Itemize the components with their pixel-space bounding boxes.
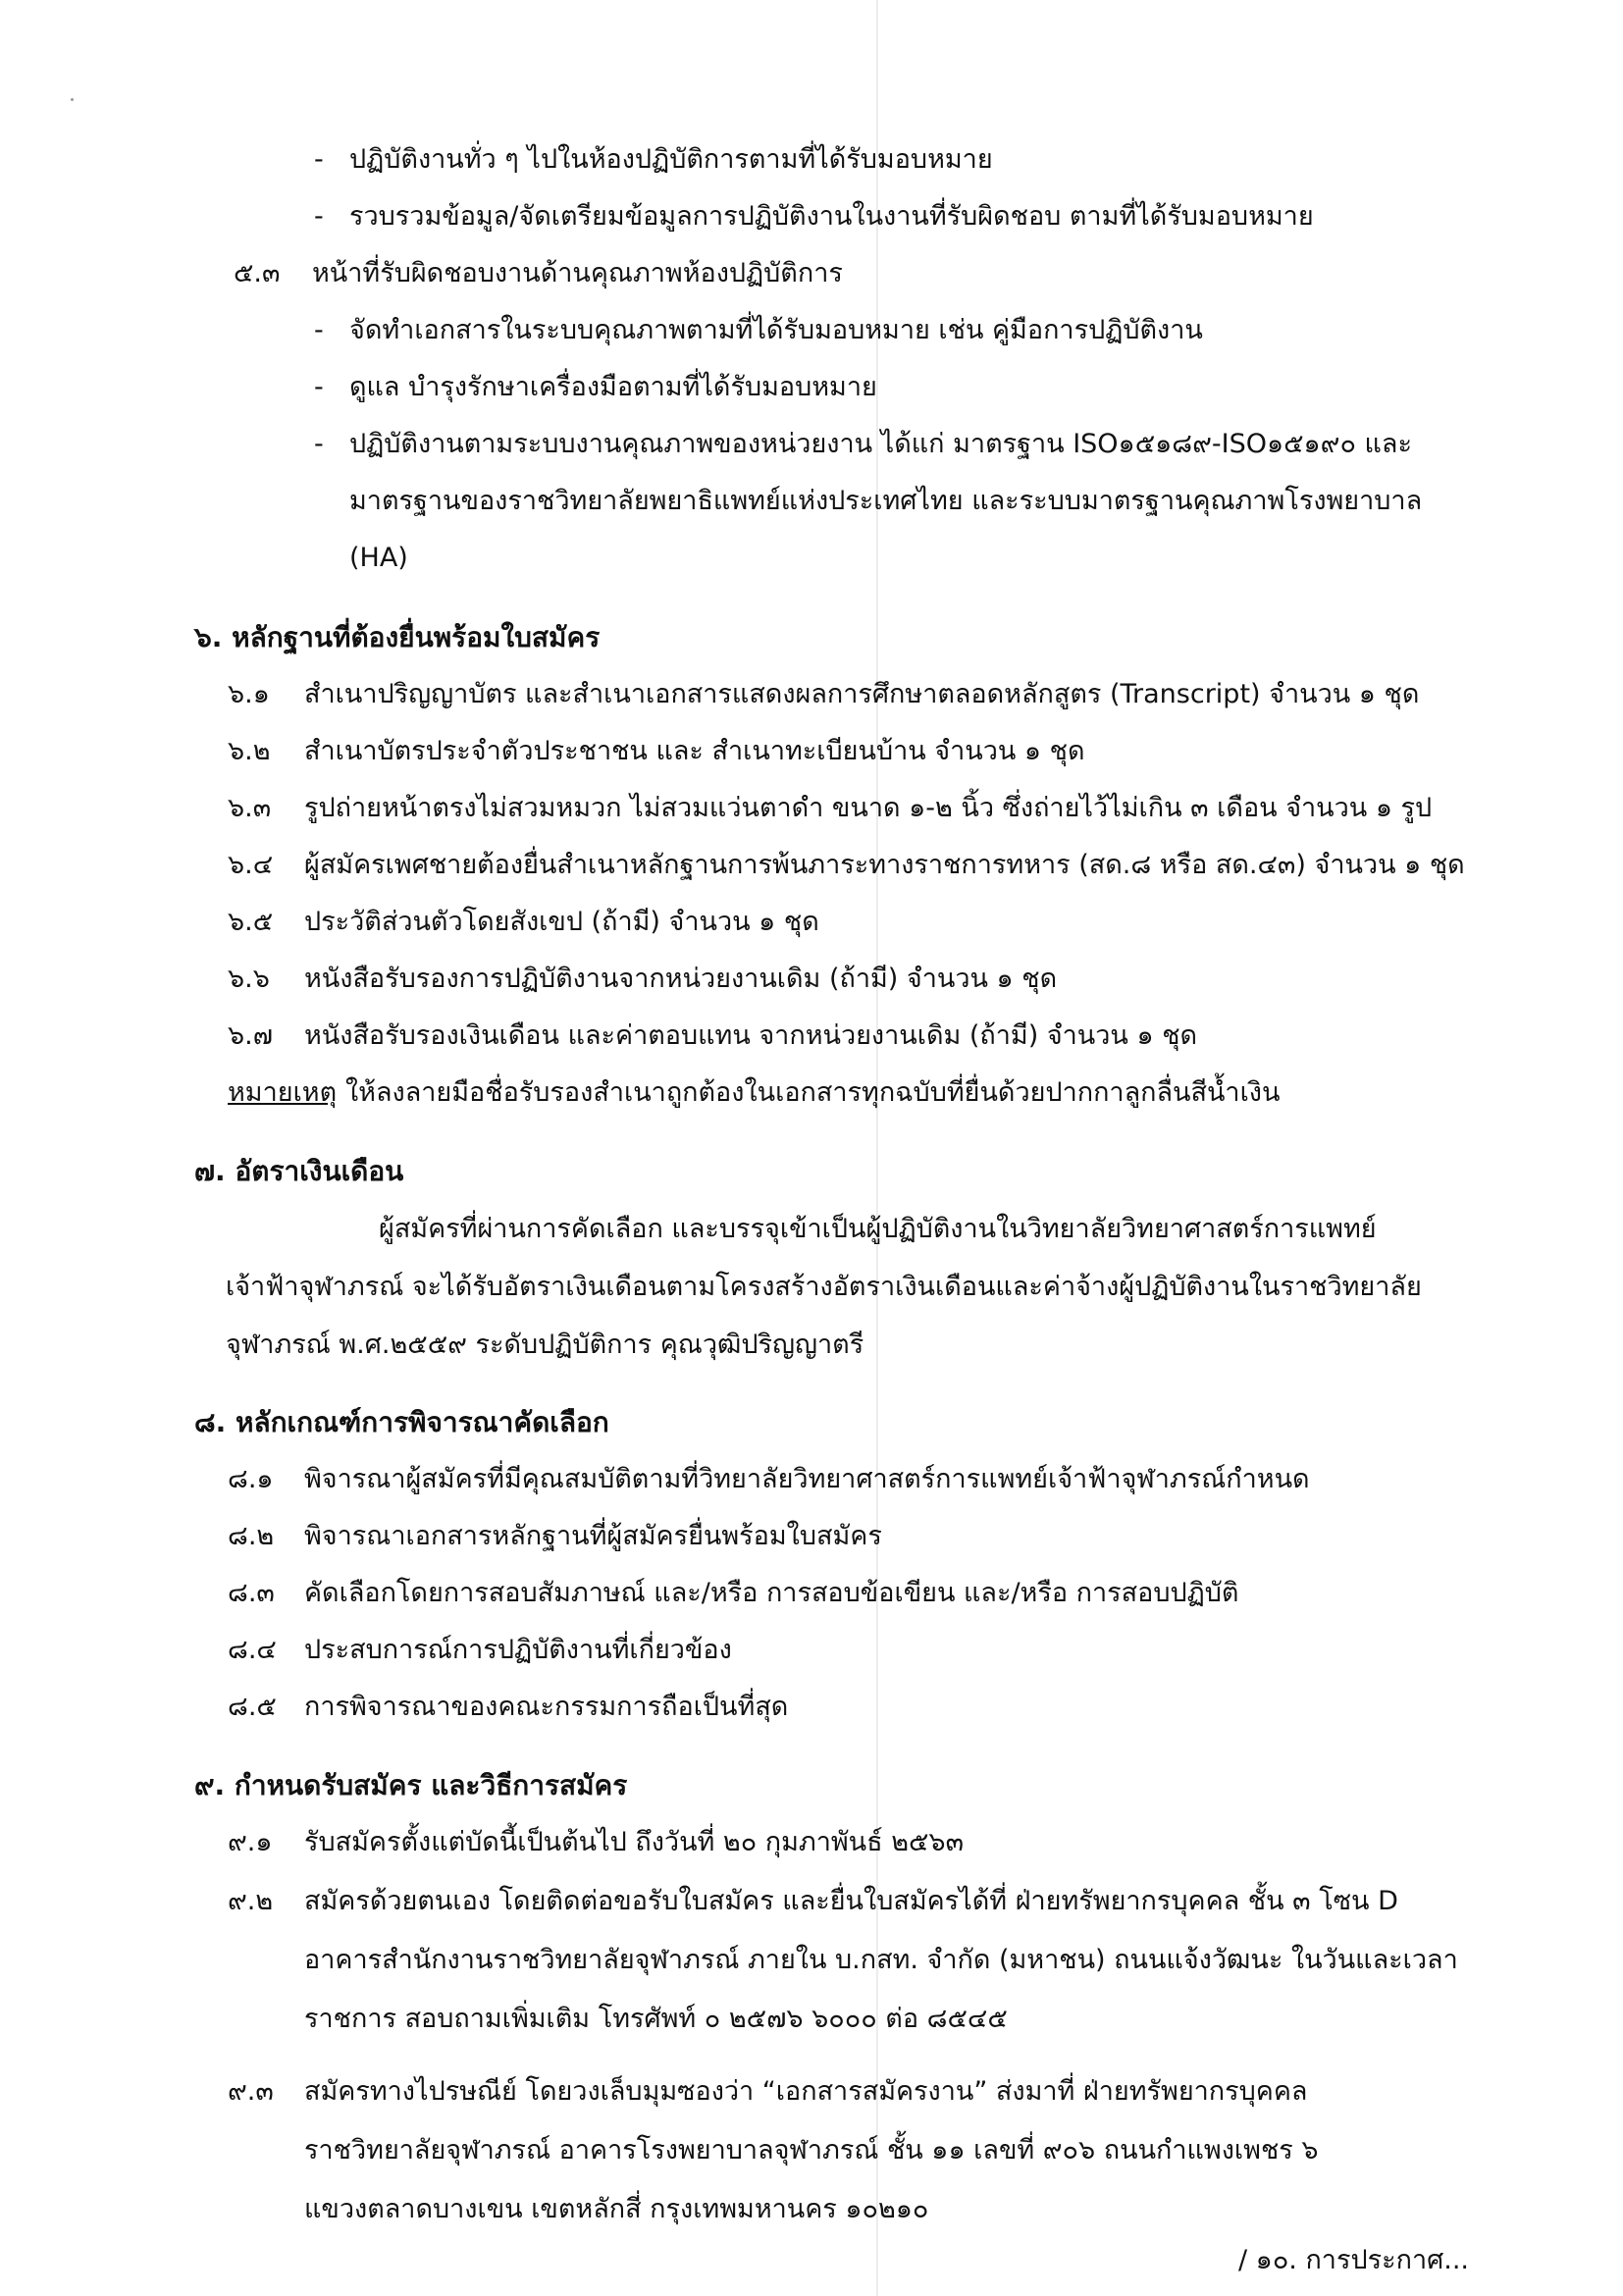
item-number: ๖.๑ (228, 679, 270, 709)
item-number: ๘.๒ (228, 1521, 275, 1551)
item-number: ๖.๖ (228, 964, 270, 994)
bullet-text: ปฏิบัติงานทั่ว ๆ ไปในห้องปฏิบัติการตามที่ได้รับมอบหมาย (349, 144, 993, 175)
item-text: คัดเลือกโดยการสอบสัมภาษณ์ และ/หรือ การสอบข้อเขียน และ/หรือ การสอบปฏิบัติ (304, 1578, 1239, 1608)
section-heading: ๖. หลักฐานที่ต้องยื่นพร้อมใบสมัคร (194, 621, 601, 653)
item-text: พิจารณาผู้สมัครที่มีคุณสมบัติตามที่วิทยาลัยวิทยาศาสตร์การแพทย์เจ้าฟ้าจุฬาภรณ์กำหนด (304, 1464, 1310, 1494)
item-text: ผู้สมัครเพศชายต้องยื่นสำเนาหลักฐานการพ้นภาระทางราชการทหาร (สด.๘ หรือ สด.๔๓) จำนวน ๑ ชุด (304, 850, 1465, 880)
item-number: ๙.๑ (228, 1827, 273, 1857)
bullet-text: ปฏิบัติงานตามระบบงานคุณภาพของหน่วยงาน ได้แก่ มาตรฐาน ISO๑๕๑๘๙-ISO๑๕๑๙๐ และ (349, 429, 1412, 459)
item-continuation: ราชวิทยาลัยจุฬาภรณ์ อาคารโรงพยาบาลจุฬาภรณ์ ชั้น ๑๑ เลขที่ ๙๐๖ ถนนกำแพงเพชร ๖ (304, 2135, 1319, 2166)
bullet-dash: - (314, 429, 324, 459)
item-text: สำเนาปริญญาบัตร และสำเนาเอกสารแสดงผลการศึกษาตลอดหลักสูตร (Transcript) จำนวน ๑ ชุด (304, 679, 1420, 709)
item-number: ๖.๓ (228, 793, 272, 823)
item-text: รูปถ่ายหน้าตรงไม่สวมหมวก ไม่สวมแว่นตาดำ ขนาด ๑-๒ นิ้ว ซึ่งถ่ายไว้ไม่เกิน ๓ เดือน จำนวน ๑ รูป (304, 793, 1433, 823)
bullet-text: ดูแล บำรุงรักษาเครื่องมือตามที่ได้รับมอบหมาย (349, 372, 877, 402)
item-number: ๘.๕ (228, 1692, 277, 1722)
note-label: หมายเหตุ (228, 1077, 338, 1108)
bullet-text: รวบรวมข้อมูล/จัดเตรียมข้อมูลการปฏิบัติงานในงานที่รับผิดชอบ ตามที่ได้รับมอบหมาย (349, 201, 1314, 232)
item-number: ๘.๔ (228, 1635, 277, 1665)
item-number: ๖.๕ (228, 907, 274, 937)
scan-speck (71, 98, 74, 101)
section-heading: ๙. กำหนดรับสมัคร และวิธีการสมัคร (194, 1769, 628, 1801)
item-number: ๕.๓ (234, 258, 281, 288)
note-text: ให้ลงลายมือชื่อรับรองสำเนาถูกต้องในเอกสารทุกฉบับที่ยื่นด้วยปากกาลูกลื่นสีน้ำเงิน (345, 1077, 1281, 1108)
item-number: ๙.๒ (228, 1886, 274, 1916)
bullet-dash: - (314, 315, 324, 345)
section-heading: ๗. อัตราเงินเดือน (194, 1155, 404, 1187)
item-number: ๖.๒ (228, 736, 271, 766)
paragraph-line: ผู้สมัครที่ผ่านการคัดเลือก และบรรจุเข้าเป็นผู้ปฏิบัติงานในวิทยาลัยวิทยาศาสตร์การแพทย์ (379, 1214, 1377, 1244)
bullet-dash: - (314, 144, 324, 175)
bullet-dash: - (314, 372, 324, 402)
item-number: ๘.๓ (228, 1578, 275, 1608)
item-continuation: แขวงตลาดบางเขน เขตหลักสี่ กรุงเทพมหานคร ๑๐๒๑๐ (304, 2194, 929, 2224)
item-text: หนังสือรับรองเงินเดือน และค่าตอบแทน จากหน่วยงานเดิม (ถ้ามี) จำนวน ๑ ชุด (304, 1020, 1198, 1051)
next-page-marker: / ๑๐. การประกาศ... (1238, 2245, 1470, 2275)
item-number: ๘.๑ (228, 1464, 274, 1494)
item-text: สมัครทางไปรษณีย์ โดยวงเล็บมุมซองว่า “เอกสารสมัครงาน” ส่งมาที่ ฝ่ายทรัพยากรบุคคล (304, 2076, 1308, 2107)
paragraph-line: เจ้าฟ้าจุฬาภรณ์ จะได้รับอัตราเงินเดือนตามโครงสร้างอัตราเงินเดือนและค่าจ้างผู้ปฏิบัติงานในราชวิทยาลัย (226, 1272, 1422, 1302)
item-number: ๖.๔ (228, 850, 274, 880)
item-continuation: อาคารสำนักงานราชวิทยาลัยจุฬาภรณ์ ภายใน บ.กสท. จำกัด (มหาชน) ถนนแจ้งวัฒนะ ในวันและเวลา (304, 1945, 1458, 1975)
bullet-text: จัดทำเอกสารในระบบคุณภาพตามที่ได้รับมอบหมาย เช่น คู่มือการปฏิบัติงาน (349, 315, 1203, 345)
bullet-continuation: (HA) (349, 543, 408, 573)
paragraph-line: จุฬาภรณ์ พ.ศ.๒๕๕๙ ระดับปฏิบัติการ คุณวุฒิปริญญาตรี (226, 1330, 864, 1360)
item-text: การพิจารณาของคณะกรรมการถือเป็นที่สุด (304, 1692, 789, 1722)
item-text: พิจารณาเอกสารหลักฐานที่ผู้สมัครยื่นพร้อมใบสมัคร (304, 1521, 882, 1551)
bullet-continuation: มาตรฐานของราชวิทยาลัยพยาธิแพทย์แห่งประเทศไทย และระบบมาตรฐานคุณภาพโรงพยาบาล (349, 486, 1423, 516)
section-heading: ๘. หลักเกณฑ์การพิจารณาคัดเลือก (194, 1406, 609, 1438)
item-text: หนังสือรับรองการปฏิบัติงานจากหน่วยงานเดิม (ถ้ามี) จำนวน ๑ ชุด (304, 964, 1058, 994)
item-text: รับสมัครตั้งแต่บัดนี้เป็นต้นไป ถึงวันที่ ๒๐ กุมภาพันธ์ ๒๕๖๓ (304, 1827, 965, 1857)
item-text: ประสบการณ์การปฏิบัติงานที่เกี่ยวข้อง (304, 1635, 732, 1665)
item-text: หน้าที่รับผิดชอบงานด้านคุณภาพห้องปฏิบัติการ (312, 258, 843, 288)
item-number: ๖.๗ (228, 1020, 274, 1051)
item-continuation: ราชการ สอบถามเพิ่มเติม โทรศัพท์ ๐ ๒๕๗๖ ๖๐๐๐ ต่อ ๘๕๔๕ (304, 2004, 1008, 2034)
item-text: สมัครด้วยตนเอง โดยติดต่อขอรับใบสมัคร และยื่นใบสมัครได้ที่ ฝ่ายทรัพยากรบุคคล ชั้น ๓ โซน D (304, 1886, 1398, 1916)
item-text: ประวัติส่วนตัวโดยสังเขป (ถ้ามี) จำนวน ๑ ชุด (304, 907, 819, 937)
item-number: ๙.๓ (228, 2076, 274, 2107)
bullet-dash: - (314, 201, 324, 232)
item-text: สำเนาบัตรประจำตัวประชาชน และ สำเนาทะเบียนบ้าน จำนวน ๑ ชุด (304, 736, 1085, 766)
